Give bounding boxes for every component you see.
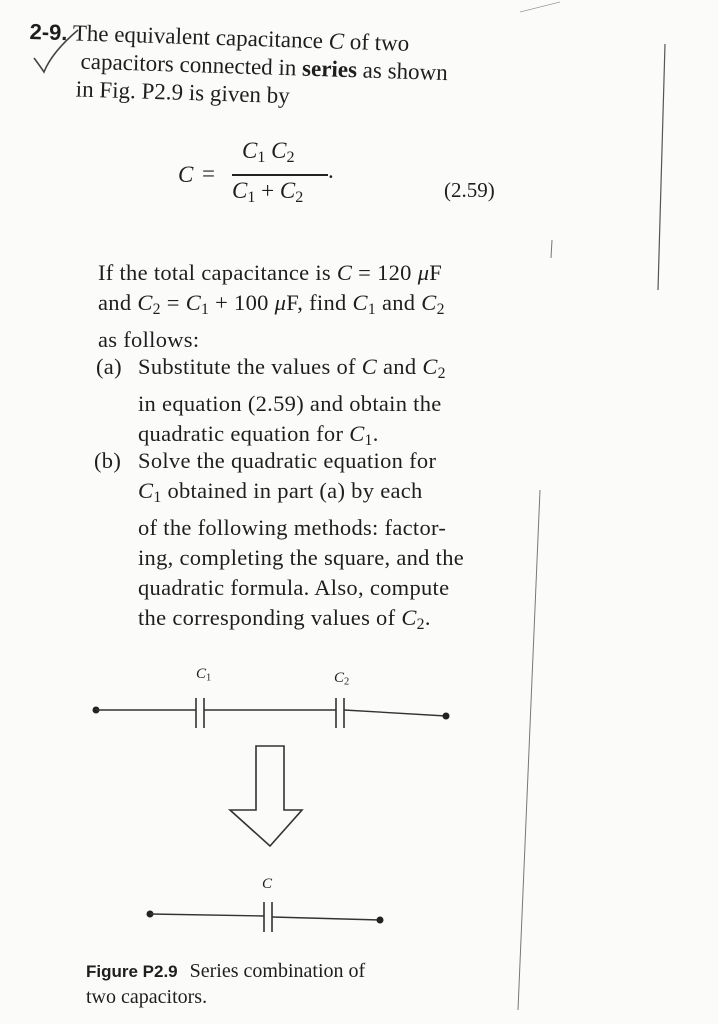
equation-2-59: C = $C_1$ $C_2$ $C_1 + C_2$ . (2.59) [178,138,495,207]
part-b-label: (b) [94,448,122,473]
part-a-label: (a) [96,354,122,379]
figure-caption: Figure P2.9 Series combination of two capacitors. [86,960,366,1008]
given-paragraph: If the total capacitance is C = 120 μF and $C_2 = C_1 + 100$ μF, find $C_1$ and $C_2$ as follows: [98,260,445,352]
numerator: $C_1$ $C_2$ [242,138,295,167]
equation-label: (2.59) [444,178,495,202]
denominator: $C_1 + C_2$ [232,178,304,207]
label-c1: $C_1$ [196,666,212,684]
problem-stem: 2-9. The equivalent capacitance C of two capacitors connected in series as shown in Fig. P2.9 is given by [29,18,449,109]
part-b: (b) Solve the quadratic equation for $C_1$ obtained in part (a) by each of the following methods: factor- ing, completing the square, and the quadratic formula. Also, compute the corresponding values of $C_2$. [94,448,465,633]
problem-number: 2-9. [29,18,68,46]
label-c2: $C_2$ [334,670,350,688]
series-keyword: series [301,55,358,83]
caption-label: Figure P2.9 [86,962,178,981]
label-c: C [262,876,273,892]
part-a: (a) Substitute the values of C and $C_2$ in equation (2.59) and obtain the quadratic equation for $C_1$. [96,354,446,449]
